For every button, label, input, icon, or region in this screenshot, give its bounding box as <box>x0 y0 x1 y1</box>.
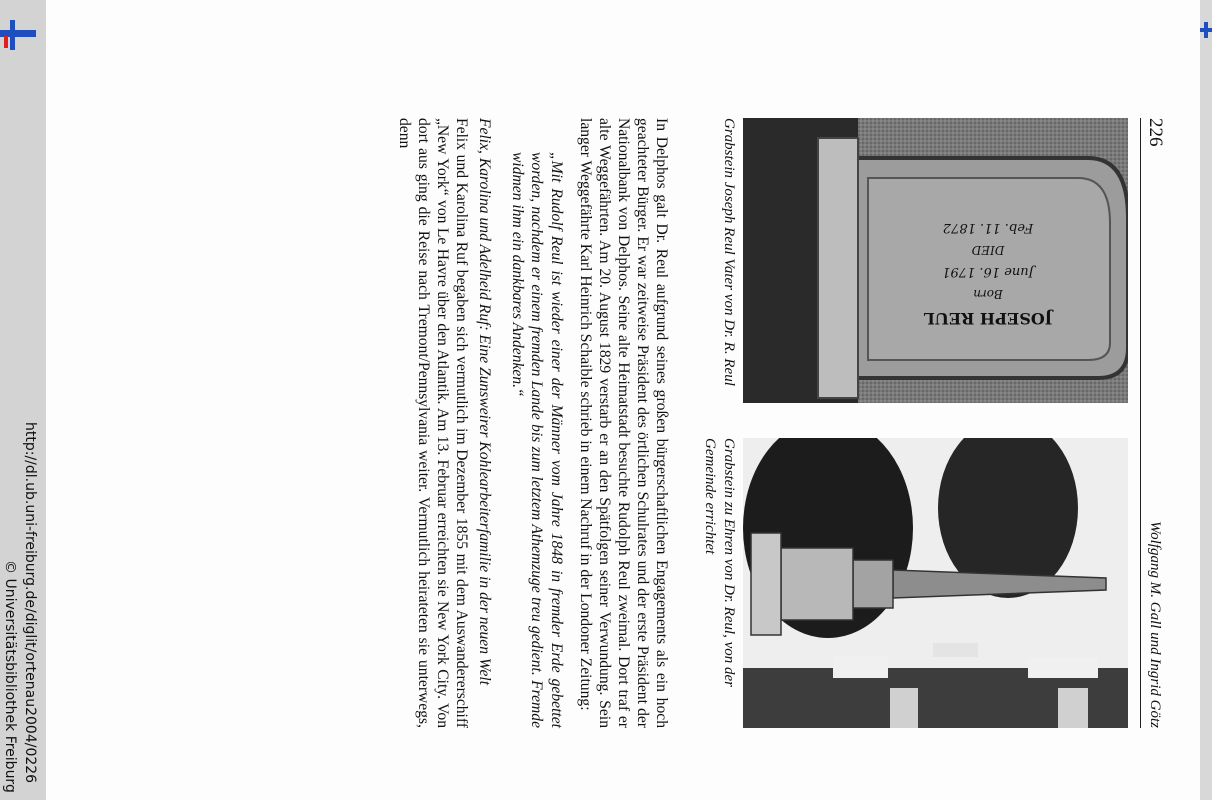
stone-name: JOSEPH REUL <box>923 309 1053 328</box>
scanned-page <box>46 0 1200 800</box>
stone-died: DIED <box>971 243 1005 257</box>
source-url[interactable]: http://dl.ub.uni-freiburg.de/diglit/ortenau2004/0226 <box>22 422 38 784</box>
section-subheading: Felix, Karolina und Adelheid Ruf: Eine Zunsweirer Kohlearbeiterfamilie in der neuen Welt <box>476 118 494 686</box>
page-number: 226 <box>1145 118 1166 147</box>
paragraph-ruf-family: Felix und Karolina Ruf begaben sich vermutlich im Dezember 1855 mit dem Auswandererschiff „New York“ von Le Havre über den Atlantik. Am 13. Februar erreichten sie New York City. Von dort aus ging die Reise nach Tremont/Pennsylvania weiter. Vermutlich heirateten sie unterwegs, denn <box>395 118 471 728</box>
gravestone-photo-graphic <box>743 118 1128 403</box>
body-text <box>387 118 671 728</box>
viewer-right-margin <box>1200 0 1212 800</box>
stone-born-date: June 16. 1791 <box>942 264 1034 279</box>
photo-obelisk-memorial <box>743 438 1128 728</box>
obelisk-photo-graphic <box>743 438 1128 728</box>
stone-born: Born <box>973 287 1003 301</box>
running-head <box>1140 118 1166 728</box>
registration-mark-icon <box>0 14 40 54</box>
page-content-rotated <box>166 118 1166 758</box>
paragraph-delphos: In Delphos galt Dr. Reul aufgrund seines großen bürgerschaftlichen Engagements als ein hoch geachteter Bürger. Er war zeitweise Präsident des örtlichen Schulrates und der erste Präsident der Nationalbank von Delphos. Seine alte Heimatstadt besuchte Rudolph Reul zweimal. Dort traf er alte Weggefährten. Am 20. August 1829 verstarb er an den Spätfolgen seiner Verwundung. Sein langer Weggefährte Karl Heinrich Schaible schrieb in einem Nachruf in der Londoner Zeitung: <box>576 118 670 728</box>
photo-gravestone-joseph-reul <box>743 118 1128 403</box>
registration-mark-right-icon <box>1200 20 1212 40</box>
caption-photo-2: Grabstein zu Ehren von Dr. Reul, von der Gemeinde errichtet <box>702 438 737 687</box>
copyright-note: © Universitätsbibliothek Freiburg <box>2 560 18 793</box>
running-head-authors: Wolfgang M. Gall und Ingrid Götz <box>1147 521 1163 728</box>
stone-died-date: Feb. 11. 1872 <box>942 220 1034 235</box>
caption-photo-1: Grabstein Joseph Reul Vater von Dr. R. Reul <box>721 118 737 386</box>
obituary-quote: „Mit Rudolf Reul ist wieder einer der Männer vom Jahre 1848 in fremder Erde gebettet worden, nachdem er einem fremden Lande bis zum letztem Athemzuge treu gedient. Fremde widmen ihm ein dankbares Andenken.“ <box>509 152 565 728</box>
